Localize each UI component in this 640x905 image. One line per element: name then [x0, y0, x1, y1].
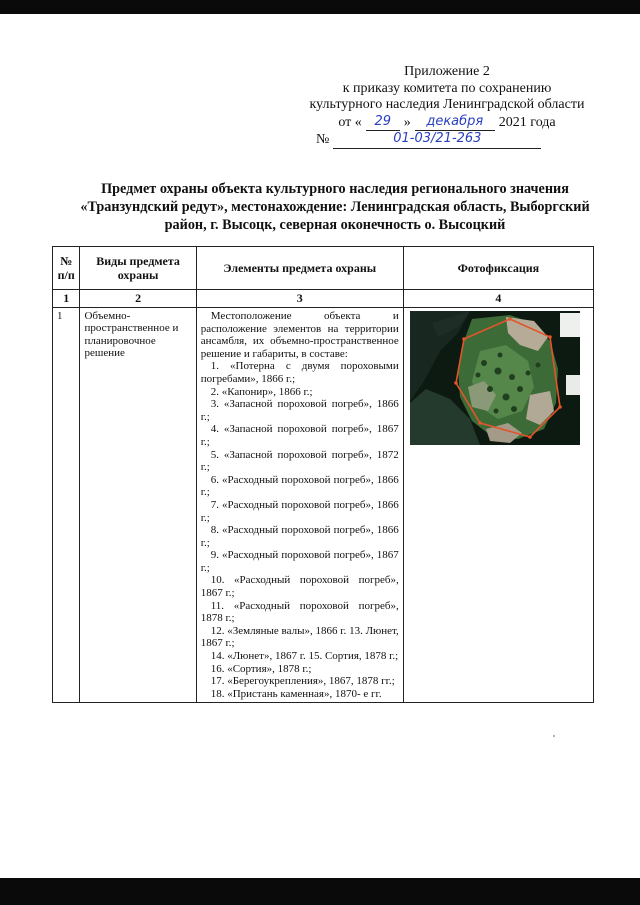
protection-kind: Объемно-пространственное и планировочное решение	[80, 308, 196, 703]
list-item: 6. «Расходный пороховой погреб», 1866 г.;	[200, 473, 399, 499]
date-month-handwritten: декабря	[415, 114, 495, 132]
protection-subject-table	[52, 246, 594, 703]
appendix-header	[282, 64, 612, 149]
header-num: № п/п	[53, 247, 80, 290]
list-item: 1. «Потерна с двумя пороховыми погребами», 1866 г.;	[200, 360, 399, 385]
header-kind: Виды предмета охраны	[80, 247, 196, 290]
header-photo: Фотофиксация	[403, 247, 593, 290]
col-number: 4	[403, 290, 593, 308]
document-title: Предмет охраны объекта культурного наследия регионального значения «Транзундский редут», местонахождение: Ленинградская область, Выборгский район, г. Высоцк, северная оконечность о. Высоцкий	[80, 181, 590, 233]
column-number-row	[53, 290, 594, 308]
list-item: 10. «Расходный пороховой погреб», 1867 г.;	[200, 574, 399, 600]
list-item: 11. «Расходный пороховой погреб», 1878 г.;	[200, 599, 399, 625]
elements-intro: Местоположение объекта и расположение элементов на территории ансамбля, их объемно-пространственное решение и габариты, в составе:	[200, 310, 399, 360]
aerial-photo	[410, 311, 580, 445]
list-item: 7. «Расходный пороховой погреб», 1866 г.;	[200, 498, 399, 524]
table-row	[53, 308, 594, 703]
col-number: 1	[53, 290, 80, 308]
list-item: 12. «Земляные валы», 1866 г. 13. Люнет, 1867 г.;	[200, 624, 399, 650]
appendix-label: Приложение 2	[404, 64, 490, 79]
list-item: 2. «Капонир», 1866 г.;	[210, 385, 313, 398]
row-number: 1	[53, 308, 80, 703]
col-number: 2	[80, 290, 196, 308]
list-item: 9. «Расходный пороховой погреб», 1867 г.;	[200, 549, 399, 574]
date-year: 2021 года	[498, 114, 556, 130]
order-number: № 01-03/21-263	[282, 131, 612, 149]
list-item: 18. «Пристань каменная», 1870- е гг.	[210, 687, 382, 700]
list-item: 4. «Запасной пороховой погреб», 1867 г.;	[200, 423, 399, 448]
date-day-handwritten: 29	[366, 114, 400, 132]
list-item: 17. «Берегоукрепления», 1867, 1878 гг.;	[210, 675, 395, 688]
photo-cell	[403, 308, 593, 703]
scan-border-top	[0, 0, 640, 14]
list-item: 14. «Люнет», 1867 г. 15. Сортия, 1878 г.;	[210, 650, 399, 663]
protection-elements	[196, 308, 403, 703]
scan-speck	[553, 735, 555, 737]
committee-name: культурного наследия Ленинградской области	[309, 97, 585, 112]
list-item: 16. «Сортия», 1878 г.;	[210, 662, 312, 675]
col-number: 3	[196, 290, 403, 308]
list-item: 5. «Запасной пороховой погреб», 1872 г.;	[200, 448, 399, 474]
order-date: от « 29 » декабря 2021 года	[338, 113, 556, 130]
order-number-handwritten: 01-03/21-263	[333, 131, 541, 149]
order-reference: к приказу комитета по сохранению	[342, 80, 552, 96]
list-item: 8. «Расходный пороховой погреб», 1866 г.;	[200, 524, 399, 549]
list-item: 3. «Запасной пороховой погреб», 1866 г.;	[200, 398, 399, 423]
scan-border-bottom	[0, 878, 640, 905]
table-header-row	[53, 247, 594, 290]
header-elements: Элементы предмета охраны	[196, 247, 403, 290]
